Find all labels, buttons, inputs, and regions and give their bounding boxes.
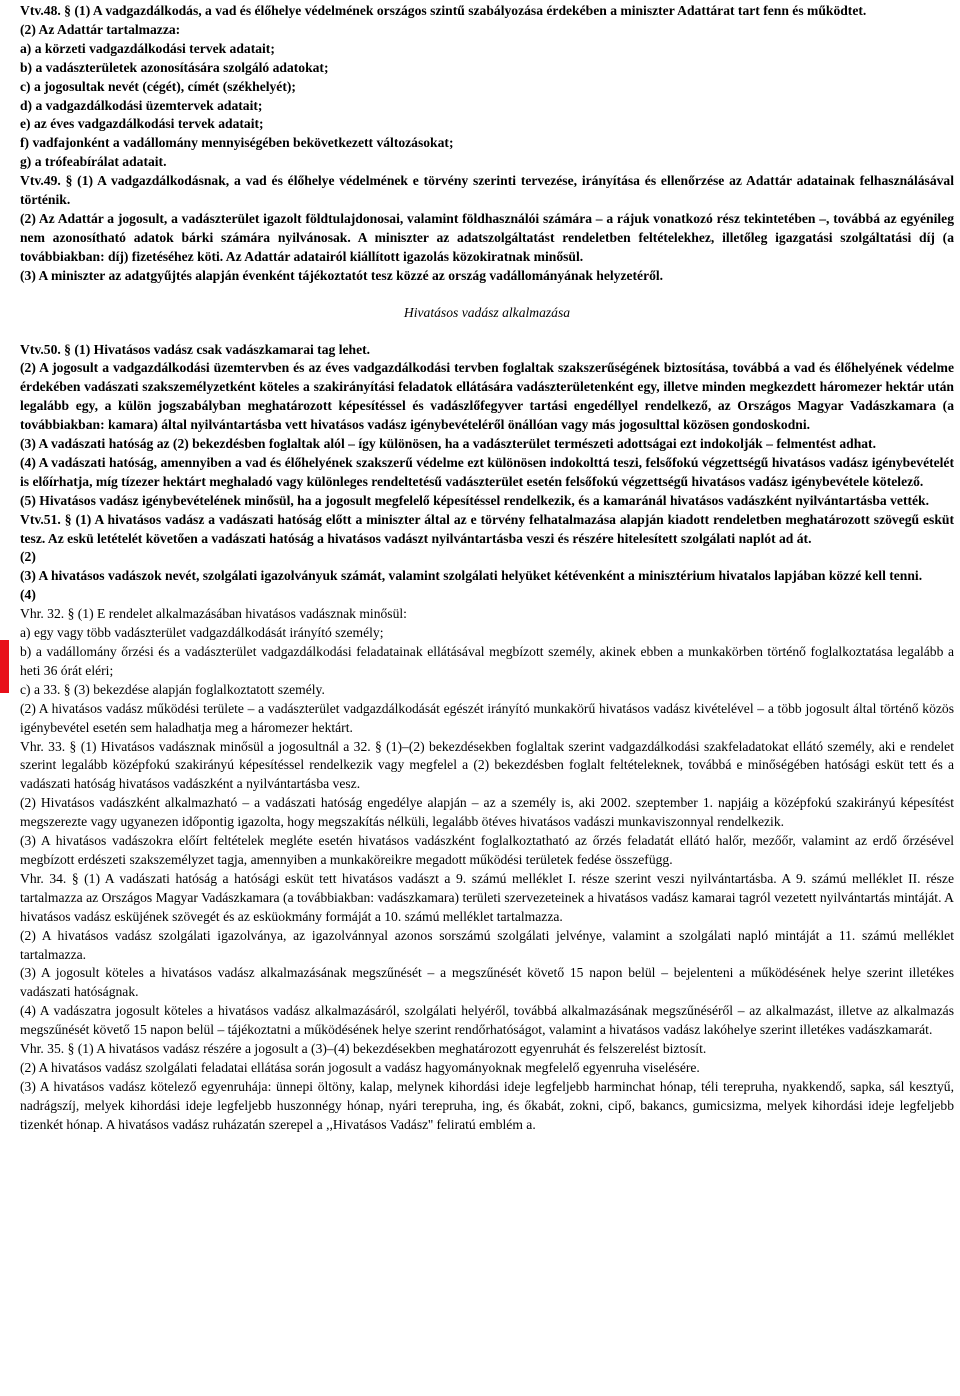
paragraph: (2) A jogosult a vadgazdálkodási üzemtervben és az éves vadgazdálkodási tervben foglaltak szakszerűségének biztosítása, továbbá a vad és élőhelyének védelme érdekében vadászati szakszemélyzetként köteles a szakirányítási feladatok ellátására vadászterületenként egy, illetve minden megkezdett háromezer hektár után legalább egy, a külön jogszabályban meghatározott képesítéssel és vadászlőfegyver tartási engedéllyel rendelkező, az Országos Magyar Vadászkamara (a továbbiakban: kamara) által nyilvántartásba vett hivatásos vadász igénybevételéről önállóan vagy más jogosulttal közösen gondoskodni. <box>20 360 954 433</box>
paragraph: (4) A vadászatra jogosult köteles a hivatásos vadász alkalmazásáról, szolgálati helyéről, továbbá alkalmazásának megszűnéséről – az alkalmazást, illetve az alkalmazás megszűnését követő 15 napon belül – tájékoztatni a működésének helye szerint rendőrhatóságot, valamint a hivatásos vadász lakóhelye szerint illetékes vadászkamarát. <box>20 1003 954 1038</box>
revision-marker <box>0 640 9 693</box>
paragraph: (2) Az Adattár tartalmazza: <box>20 21 181 37</box>
paragraph: c) a 33. § (3) bekezdése alapján foglalkoztatott személy. <box>20 681 325 697</box>
paragraph: (4) <box>20 587 36 603</box>
paragraph: b) a vadállomány őrzési és a vadászterület vadgazdálkodási feladatainak ellátásával megbízott személy, akinek ebben a munkakörben történő foglalkoztatása legalább a heti 36 órát eléri; <box>20 644 954 678</box>
paragraph: a) a körzeti vadgazdálkodási tervek adatait; <box>20 40 275 56</box>
paragraph: Vhr. 33. § (1) Hivatásos vadásznak minősül a jogosultnál a 32. § (1)–(2) bekezdésekben foglaltak szerint vadgazdálkodási szakfeladatokat ellátó személy, aki e rendelet szerint legalább középfokú szakirányú képesítéssel rendelkezik vagy megfelel a (2) bekezdésben foglalt feltételeknek, továbbá e minőségében hatósági esküt tett és a vadászati hatóság hivatásos vadászként a nyilvántartásba vesz. <box>20 738 954 792</box>
paragraph: a) egy vagy több vadászterület vadgazdálkodását irányító személy; <box>20 625 384 641</box>
paragraph: b) a vadászterületek azonosítására szolgáló adatokat; <box>20 59 329 75</box>
paragraph: Vhr. 34. § (1) A vadászati hatóság a hatósági esküt tett hivatásos vadászt a 9. számú melléklet I. része szerint veszi nyilvántartásba. A 9. számú melléklet II. része tartalmazza az Országos Magyar Vadászkamara (a továbbiakban: vadászkamara) területi szervezeteinek a hivatásos vadász kamarai tagról vezetett nyilvántartás mintáját. A hivatásos vadász esküjének szövegét és az esküokmány formáját a 10. számú melléklet tartalmazza. <box>20 870 954 924</box>
section-vtv48-49 <box>20 2 954 286</box>
paragraph: c) a jogosultak nevét (cégét), címét (székhelyét); <box>20 78 296 94</box>
paragraph: Vtv.50. § (1) Hivatásos vadász csak vadászkamarai tag lehet. <box>20 341 371 357</box>
paragraph: (3) A jogosult köteles a hivatásos vadász alkalmazásának megszűnését – a megszűnését követő 15 napon belül – bejelenteni a működésének helye szerint illetékes vadászati hatóságnak. <box>20 965 954 1000</box>
paragraph: (5) Hivatásos vadász igénybevételének minősül, ha a jogosult megfelelő képesítéssel rendelkezik, és a kamaránál hivatásos vadászként nyilvántartásba vették. <box>20 492 930 508</box>
paragraph: Vhr. 32. § (1) E rendelet alkalmazásában hivatásos vadásznak minősül: <box>20 606 407 622</box>
paragraph: (2) A hivatásos vadász működési területe – a vadászterület vadgazdálkodását egészét irányító munkakörű hivatásos vadász kivételével – a több jogosult által történő közös igénybevétel esetén sem haladhatja meg a háromezer hektárt. <box>20 700 954 735</box>
section-hivatasos-vadasz <box>20 341 954 1135</box>
paragraph: (3) A hivatásos vadászok nevét, szolgálati igazolványuk számát, valamint szolgálati helyüket kétévenként a minisztérium hivatalos lapjában közzé kell tenni. <box>20 568 923 584</box>
paragraph: Vtv.48. § (1) A vadgazdálkodás, a vad és élőhelye védelmének országos szintű szabályozása érdekében a miniszter Adattárat tart fenn és működtet. <box>20 3 867 18</box>
paragraph: (2) Hivatásos vadászként alkalmazható – a vadászati hatóság engedélye alapján – az a személy is, aki 2002. szeptember 1. napjáig a középfokú szakirányú képesítést megszerezte vagy ugyanezen időpontig igazolta, hogy megszakítás nélküli, legalább ötéves hivatásos vadászi munkaviszonnyal rendelkezik. <box>20 795 954 830</box>
paragraph: (3) A vadászati hatóság az (2) bekezdésben foglaltak alól – így különösen, ha a vadászterület természeti adottságai ezt indokolják – felmentést adhat. <box>20 436 876 452</box>
paragraph: (3) A hivatásos vadász kötelező egyenruhája: ünnepi öltöny, kalap, melynek kihordási ideje legfeljebb harminchat hónap, téli terepruha, nyakkendő, sapka, sál kesztyű, nadrágszíj, melyek kihordási ideje legfeljebb huszonnégy hónap, nyári terepruha, ing, és őkabát, zokni, cipő, bakancs, gumicsizma, melyek kihordási ideje legfeljebb tizenkét hónap. A hivatásos vadász ruházatán szerepel a ,,Hivatásos Vadász'' feliratú emblém a. <box>20 1078 954 1132</box>
paragraph: (3) A hivatásos vadászokra előírt feltételek megléte esetén hivatásos vadászként foglalkoztatható az őrzés feladatát ellátó halőr, mezőőr, valamint az erdő őrzésével megbízott erdészeti szakszemélyzet tagja, amennyiben a munkaköreikre megadott működési területek fedése összefügg. <box>20 833 954 867</box>
paragraph: (4) A vadászati hatóság, amennyiben a vad és élőhelyének szakszerű védelme ezt különösen indokolttá teszi, felsőfokú végzettségű hivatásos vadász igénybevételét is előírhatja, míg tízezer hektárt meghaladó vagy különleges rendeltetésű vadászterület esetén felsőfokú végzettségű hivatásos vadász igénybevétele kötelező. <box>20 454 954 489</box>
paragraph: d) a vadgazdálkodási üzemtervek adatait; <box>20 97 263 113</box>
paragraph: f) vadfajonként a vadállomány mennyiségében bekövetkezett változásokat; <box>20 135 454 151</box>
paragraph: (3) A miniszter az adatgyűjtés alapján évenként tájékoztatót tesz közzé az ország vadállományának helyzetéről. <box>20 267 664 283</box>
paragraph: (2) Az Adattár a jogosult, a vadászterület igazolt földtulajdonosai, valamint földhasználói számára – a rájuk vonatkozó rész tekintetében –, továbbá az egyénileg nem azonosítható adatok bárki számára nyilvánosak. A miniszter az adatszolgáltatást rendeletben feltételekhez, illetőleg igazgatási szolgáltatási díj (a továbbiakban: díj) fizetéséhez köti. Az Adattár adatairól kiállított igazolás közokiratnak minősül. <box>20 210 954 264</box>
paragraph: (2) A hivatásos vadász szolgálati igazolványa, az igazolvánnyal azonos sorszámú szolgálati jelvénye, valamint a szolgálati napló mintáját a 11. számú melléklet tartalmazza. <box>20 927 954 962</box>
paragraph: (2) <box>20 549 36 565</box>
paragraph: Vhr. 35. § (1) A hivatásos vadász részére a jogosult a (3)–(4) bekezdésekben meghatározott egyenruhát és felszerelést biztosít. <box>20 1041 707 1057</box>
section-title: Hivatásos vadász alkalmazása <box>403 304 571 320</box>
paragraph: e) az éves vadgazdálkodási tervek adatait; <box>20 116 264 132</box>
paragraph: g) a trófeabírálat adatait. <box>20 154 167 170</box>
paragraph: Vtv.49. § (1) A vadgazdálkodásnak, a vad és élőhelye védelmének e törvény szerinti tervezése, irányítása és ellenőrzése az Adattár adatainak felhasználásával történik. <box>20 173 954 208</box>
paragraph: Vtv.51. § (1) A hivatásos vadász a vadászati hatóság előtt a miniszter által az e törvény felhatalmazása alapján kiadott rendeletben meghatározott szövegű esküt tesz. Az eskü letételét követően a vadászati hatóság a hivatásos vadászt nyilvántartásba veszi és részére hitelesített szolgálati naplót ad át. <box>20 511 954 546</box>
paragraph: (2) A hivatásos vadász szolgálati feladatai ellátása során jogosult a vadász hagyományoknak megfelelő egyenruha viselésére. <box>20 1059 700 1075</box>
